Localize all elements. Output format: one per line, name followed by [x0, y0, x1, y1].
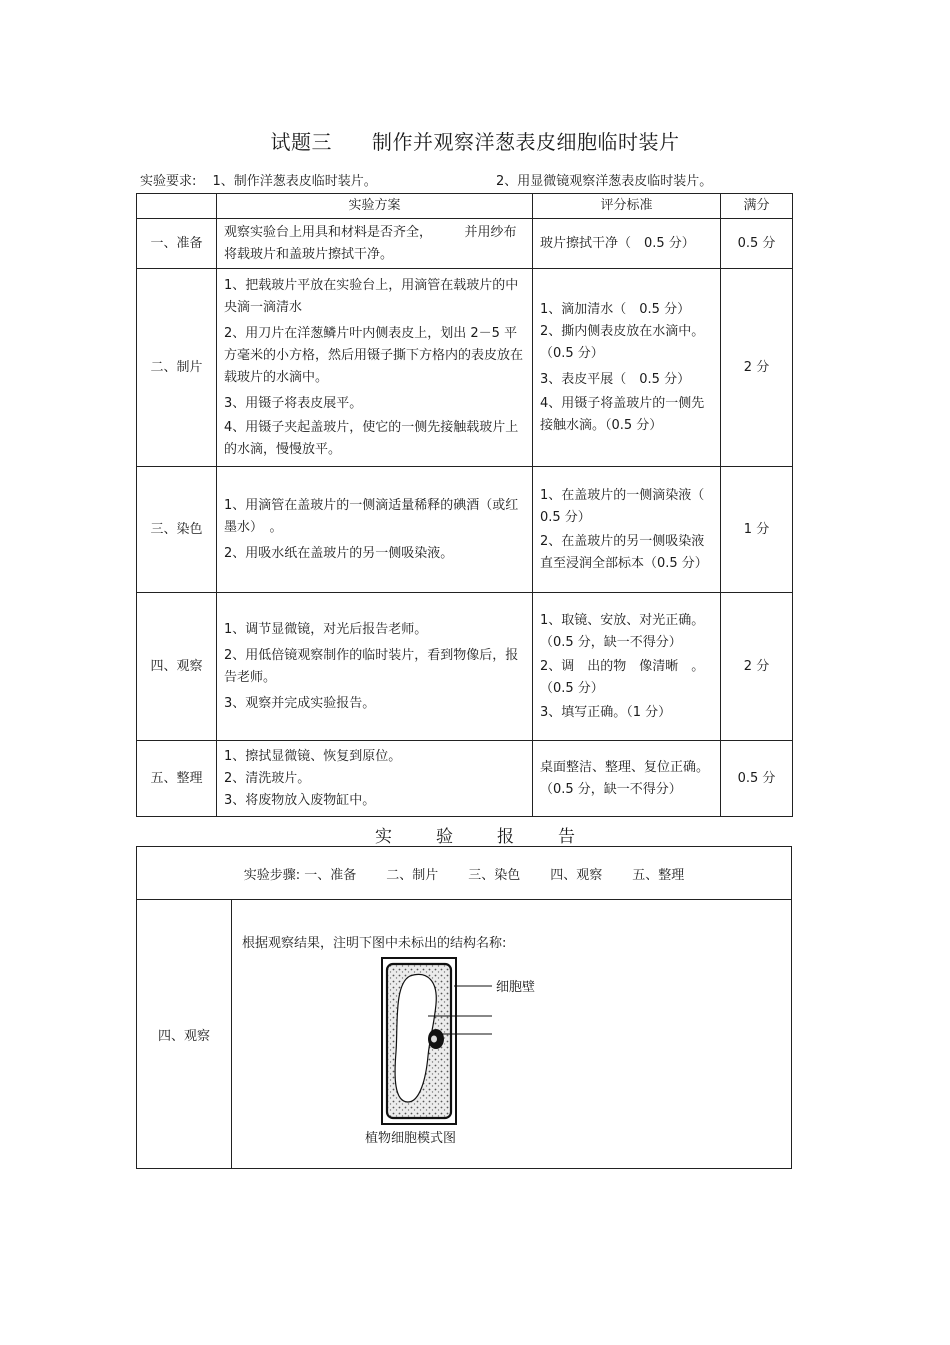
- report-table: [136, 846, 792, 1169]
- scoring-header-row: [137, 194, 793, 219]
- page-title: 试题三 制作并观察洋葱表皮细胞临时装片: [270, 130, 680, 154]
- step-5: 五、整理: [632, 867, 685, 883]
- row-plan: 1、把载玻片平放在实验台上，用滴管在载玻片的中央滴一滴清水 2、用刀片在洋葱鳞片叶内侧表皮上，划出 2－5 平方毫米的小方格，然后用镊子撕下方格内的表皮放在载玻片的水滴中。 3、用镊子将表皮展平。 4、用镊子夹起盖玻片，使它的一侧先接触载玻片上的水滴，慢慢放平。: [217, 269, 533, 467]
- header-criteria: 评分标准: [533, 194, 721, 219]
- plant-cell-diagram: [380, 956, 580, 1128]
- step-2: 二、制片: [386, 867, 439, 883]
- row-full-score: 0.5 分: [721, 741, 793, 817]
- observe-label: 四、观察: [137, 900, 232, 1169]
- report-observe-row: [137, 900, 792, 1169]
- header-full-score: 满分: [721, 194, 793, 219]
- observe-content: [232, 900, 792, 1169]
- row-criteria: 1、滴加清水（ 0.5 分） 2、撕内侧表皮放在水滴中。（0.5 分） 3、表皮平展（ 0.5 分） 4、用镊子将盖玻片的一侧先接触水滴。（0.5 分）: [533, 269, 721, 467]
- table-row: [137, 219, 793, 269]
- row-criteria: 1、在盖玻片的一侧滴染液（ 0.5 分） 2、在盖玻片的另一侧吸染液直至浸润全部标本（0.5 分）: [533, 467, 721, 593]
- requirement-item-1: 1、制作洋葱表皮临时装片。: [212, 174, 377, 189]
- row-full-score: 2 分: [721, 593, 793, 741]
- row-plan: 观察实验台上用具和材料是否齐全， 并用纱布将载玻片和盖玻片擦拭干净。: [217, 219, 533, 269]
- row-criteria: 桌面整洁、整理、复位正确。（0.5 分，缺一不得分）: [533, 741, 721, 817]
- requirement-item-2: 2、用显微镜观察洋葱表皮临时装片。: [496, 174, 713, 189]
- row-criteria: 玻片擦拭干净（ 0.5 分）: [533, 219, 721, 269]
- scoring-table: [136, 193, 793, 817]
- row-step: 四、观察: [137, 593, 217, 741]
- report-steps-row: [137, 847, 792, 900]
- row-step: 五、整理: [137, 741, 217, 817]
- table-row: [137, 467, 793, 593]
- row-plan: 1、调节显微镜，对光后报告老师。 2、用低倍镜观察制作的临时装片，看到物像后，报告老师。 3、观察并完成实验报告。: [217, 593, 533, 741]
- figure-caption: 植物细胞模式图: [365, 1131, 457, 1146]
- row-full-score: 1 分: [721, 467, 793, 593]
- requirements-label: 实验要求:: [140, 174, 197, 189]
- row-full-score: 0.5 分: [721, 219, 793, 269]
- table-row: [137, 269, 793, 467]
- row-step: 二、制片: [137, 269, 217, 467]
- row-plan: 1、擦拭显微镜、恢复到原位。 2、清洗玻片。 3、将废物放入废物缸中。: [217, 741, 533, 817]
- row-criteria: 1、取镜、安放、对光正确。（0.5 分，缺一不得分） 2、调 出的物 像清晰 。（0.5 分） 3、填写正确。（1 分）: [533, 593, 721, 741]
- steps-label-and-first: 实验步骤: 一、准备: [243, 867, 357, 883]
- table-row: [137, 741, 793, 817]
- header-plan: 实验方案: [217, 194, 533, 219]
- table-row: [137, 593, 793, 741]
- header-step: [137, 194, 217, 219]
- row-step: 三、染色: [137, 467, 217, 593]
- experiment-requirements: [140, 170, 713, 189]
- row-plan: 1、用滴管在盖玻片的一侧滴适量稀释的碘酒（或红墨水） 。 2、用吸水纸在盖玻片的另一侧吸染液。: [217, 467, 533, 593]
- report-steps: [137, 847, 792, 900]
- row-full-score: 2 分: [721, 269, 793, 467]
- report-title: 实 验 报 告: [375, 827, 575, 847]
- step-3: 三、染色: [468, 867, 521, 883]
- plant-cell-figure: [380, 956, 580, 1132]
- row-step: 一、准备: [137, 219, 217, 269]
- observe-instruction: 根据观察结果，注明下图中未标出的结构名称:: [242, 936, 507, 951]
- cell-wall-label: 细胞壁: [496, 980, 536, 995]
- step-4: 四、观察: [550, 867, 603, 883]
